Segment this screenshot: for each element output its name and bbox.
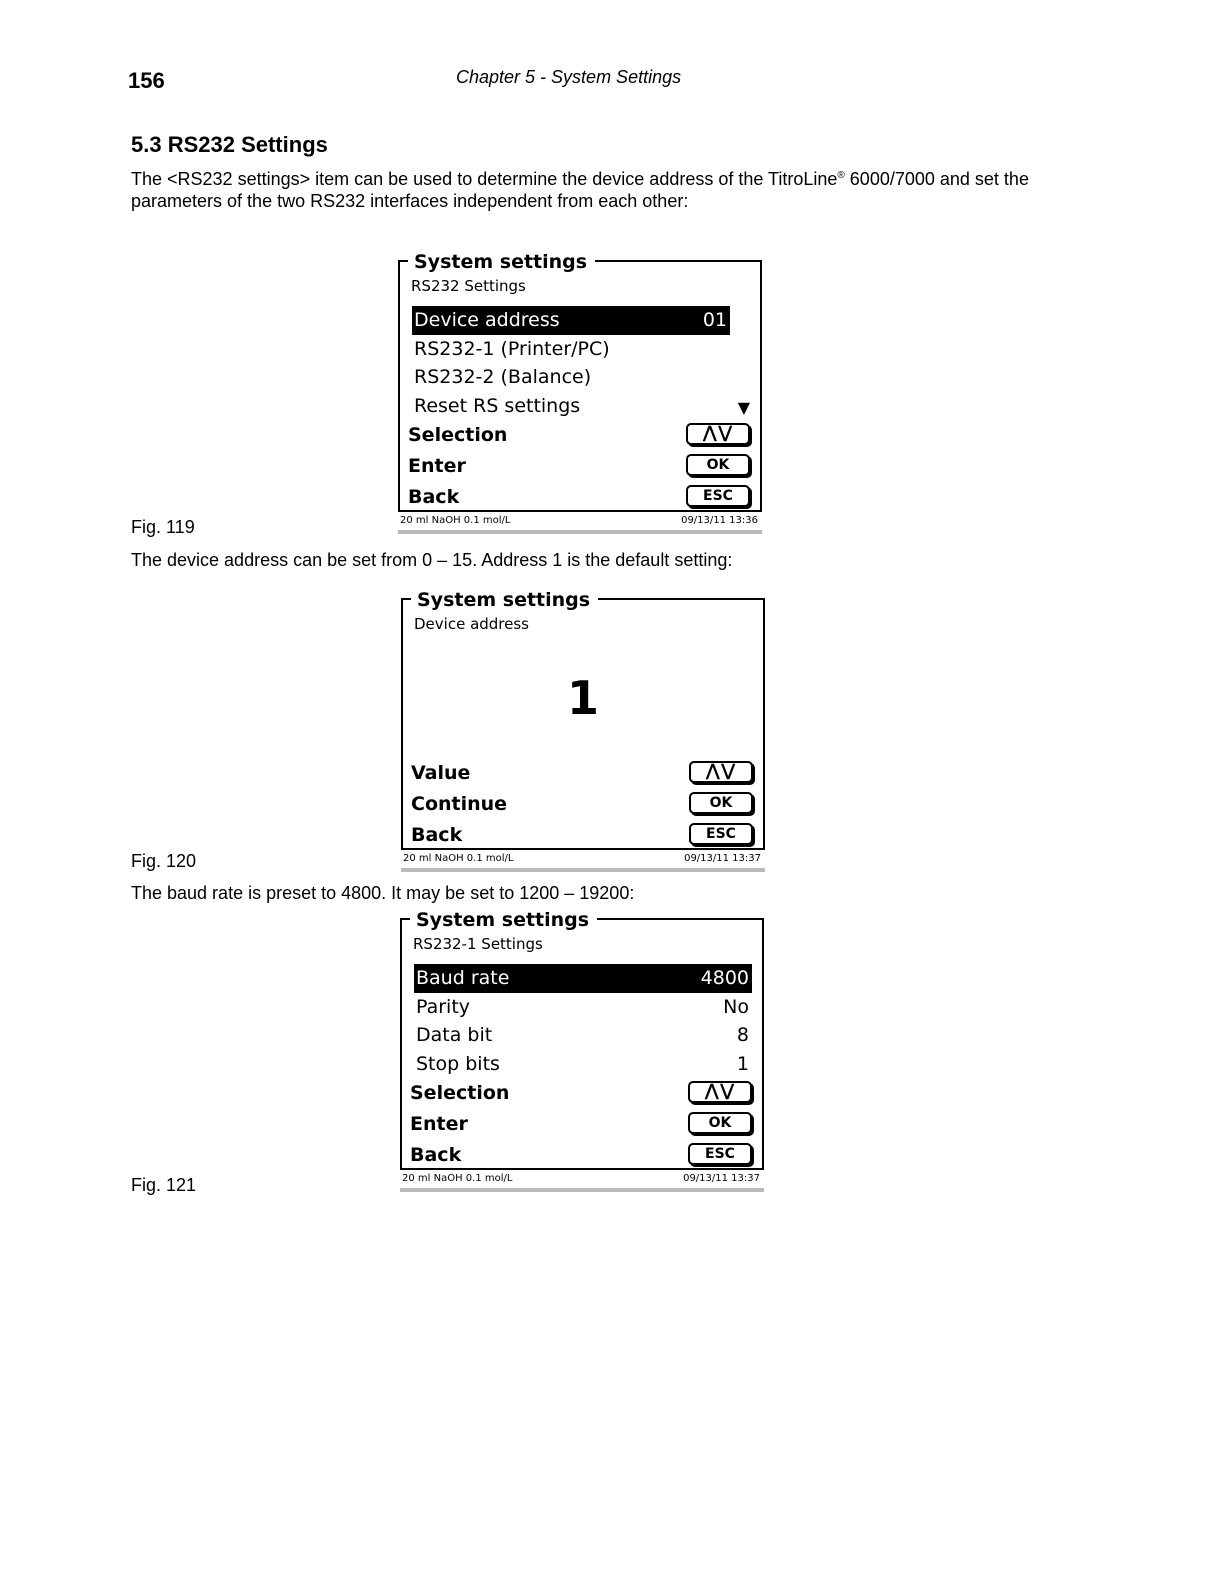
menu-item-label: Baud rate bbox=[416, 967, 510, 989]
softkey-label: Value bbox=[411, 762, 471, 784]
menu-item-stop-bits[interactable] bbox=[414, 1050, 752, 1079]
softkey-label: Enter bbox=[408, 455, 466, 477]
menu-item-rs232-2[interactable] bbox=[412, 363, 730, 392]
screen-title: System settings bbox=[408, 250, 595, 274]
softkey-row-enter bbox=[410, 1109, 752, 1139]
screen-title: System settings bbox=[411, 588, 598, 612]
status-bar bbox=[400, 1172, 764, 1192]
screen-subtitle: RS232 Settings bbox=[411, 277, 526, 295]
status-reagent: 20 ml NaOH 0.1 mol/L bbox=[403, 853, 514, 864]
menu-item-value: 01 bbox=[702, 309, 727, 331]
section-title: 5.3 RS232 Settings bbox=[131, 132, 328, 157]
menu-item-label: Reset RS settings bbox=[414, 394, 581, 417]
softkey-label: Back bbox=[410, 1144, 462, 1166]
menu-list bbox=[414, 964, 752, 1078]
softkey-row-back bbox=[408, 482, 750, 512]
status-bar bbox=[401, 852, 765, 872]
softkey-row-value bbox=[411, 758, 753, 788]
menu-item-parity[interactable] bbox=[414, 993, 752, 1022]
paragraph: The baud rate is preset to 4800. It may be set to 1200 – 19200: bbox=[131, 883, 635, 903]
menu-item-value: 4800 bbox=[700, 967, 749, 989]
softkey-row-selection bbox=[410, 1078, 752, 1108]
softkey-label: Selection bbox=[410, 1082, 510, 1104]
figure-caption: Fig. 119 bbox=[131, 517, 195, 537]
screen-frame bbox=[401, 589, 765, 850]
softkey-row-back bbox=[410, 1140, 752, 1170]
up-down-arrows-key[interactable]: ⋀⋁ bbox=[688, 1081, 752, 1103]
menu-item-value: No bbox=[723, 995, 749, 1018]
menu-item-baud-rate[interactable] bbox=[414, 964, 752, 993]
screen-frame bbox=[400, 909, 764, 1170]
chapter-header: Chapter 5 - System Settings bbox=[456, 67, 682, 87]
status-datetime: 09/13/11 13:37 bbox=[683, 1173, 760, 1184]
menu-list bbox=[412, 306, 730, 420]
status-reagent: 20 ml NaOH 0.1 mol/L bbox=[400, 515, 511, 526]
screen-subtitle: Device address bbox=[414, 615, 529, 633]
screen-frame bbox=[398, 251, 762, 512]
status-reagent: 20 ml NaOH 0.1 mol/L bbox=[402, 1173, 513, 1184]
ok-key[interactable]: OK bbox=[686, 454, 750, 476]
softkey-row-continue bbox=[411, 789, 753, 819]
menu-item-label: Parity bbox=[416, 995, 471, 1018]
esc-key[interactable]: ESC bbox=[686, 485, 750, 507]
screen-subtitle: RS232-1 Settings bbox=[413, 935, 543, 953]
menu-item-rs232-1[interactable] bbox=[412, 335, 730, 364]
page-number: 156 bbox=[128, 68, 165, 93]
intro-text-b: 6000/7000 and set the bbox=[844, 169, 1029, 189]
softkey-label: Back bbox=[408, 486, 460, 508]
status-datetime: 09/13/11 13:37 bbox=[684, 853, 761, 864]
menu-item-label: Stop bits bbox=[416, 1052, 500, 1075]
menu-item-label: Device address bbox=[414, 309, 560, 331]
menu-item-label: RS232-2 (Balance) bbox=[414, 366, 592, 388]
menu-item-label: RS232-1 (Printer/PC) bbox=[414, 337, 610, 360]
softkey-label: Back bbox=[411, 824, 463, 846]
up-down-arrows-key[interactable]: ⋀⋁ bbox=[686, 423, 750, 445]
registered-mark: ® bbox=[837, 170, 845, 181]
device-address-value: 1 bbox=[566, 671, 599, 725]
ok-key[interactable]: OK bbox=[689, 792, 753, 814]
esc-key[interactable]: ESC bbox=[688, 1143, 752, 1165]
intro-paragraph bbox=[131, 168, 1091, 212]
intro-text-c: parameters of the two RS232 interfaces independent from each other: bbox=[131, 191, 689, 211]
ok-key[interactable]: OK bbox=[688, 1112, 752, 1134]
softkey-row-selection bbox=[408, 420, 750, 450]
softkey-row-enter bbox=[408, 451, 750, 481]
status-bar bbox=[398, 514, 762, 534]
up-down-arrows-key[interactable]: ⋀⋁ bbox=[689, 761, 753, 783]
softkey-label: Enter bbox=[410, 1113, 468, 1135]
menu-item-label: Data bit bbox=[416, 1024, 493, 1046]
scroll-down-icon: ▼ bbox=[737, 398, 750, 417]
paragraph: The device address can be set from 0 – 15. Address 1 is the default setting: bbox=[131, 550, 733, 570]
figure-caption: Fig. 121 bbox=[131, 1175, 197, 1195]
figure-caption: Fig. 120 bbox=[131, 851, 197, 871]
intro-text-a: The <RS232 settings> item can be used to determine the device address of the TitroLine bbox=[131, 169, 838, 189]
menu-item-reset-rs[interactable] bbox=[412, 392, 730, 421]
esc-key[interactable]: ESC bbox=[689, 823, 753, 845]
softkey-row-back bbox=[411, 820, 753, 850]
menu-item-value: 1 bbox=[736, 1052, 749, 1075]
menu-item-data-bit[interactable] bbox=[414, 1021, 752, 1050]
screen-title: System settings bbox=[410, 908, 597, 932]
menu-item-value: 8 bbox=[736, 1024, 749, 1046]
status-datetime: 09/13/11 13:36 bbox=[681, 515, 758, 526]
softkey-label: Selection bbox=[408, 424, 508, 446]
menu-item-device-address[interactable] bbox=[412, 306, 730, 335]
softkey-label: Continue bbox=[411, 793, 508, 815]
